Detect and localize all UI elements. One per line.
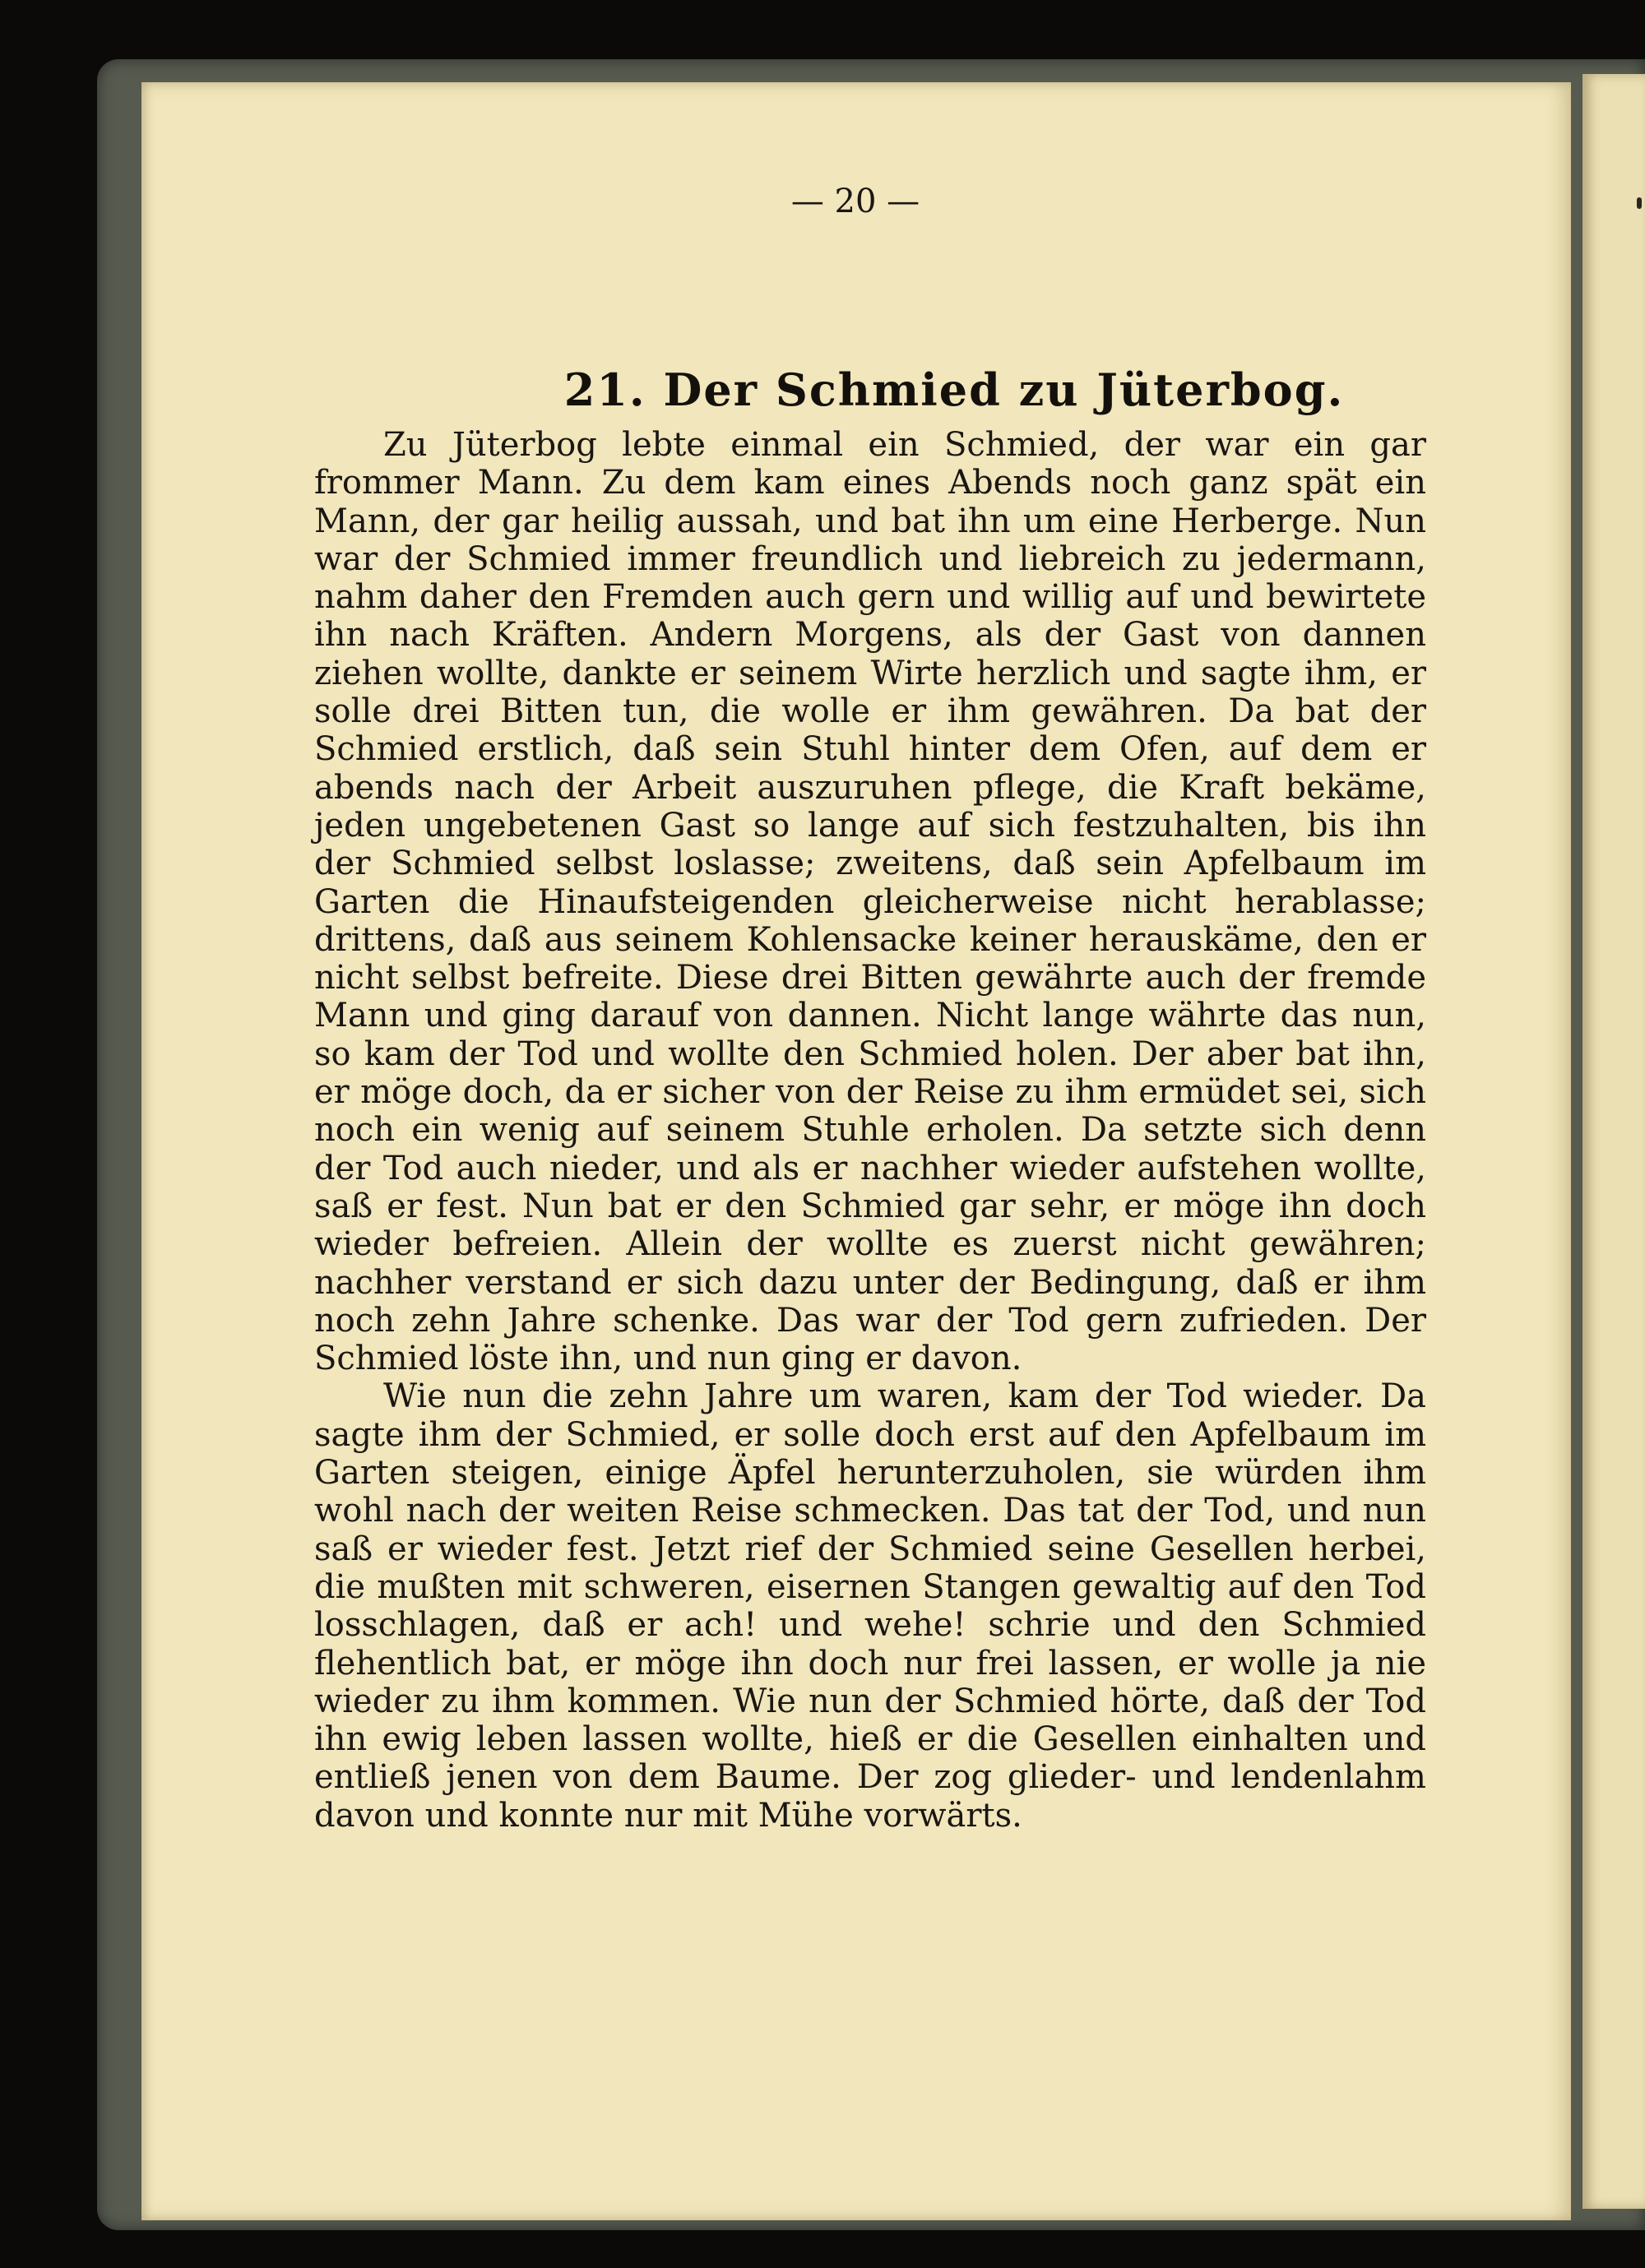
ink-speck [1637,197,1642,209]
story-title: 21. Der Schmied zu Jüterbog. [563,363,1345,416]
paragraph-1: Zu Jüterbog lebte einmal ein Schmied, der war ein gar frommer Mann. Zu dem kam eines Abends noch ganz spät ein Mann, der gar heilig aussah, und bat ihn um eine Herberge. Nun war der Schmied immer freundlich und liebreich zu jedermann, nahm daher den Fremden auch gern und willig auf und bewirtete ihn nach Kräften. Andern Morgens, als der Gast von dannen ziehen wollte, dankte er seinem Wirte herzlich und sagte ihm, er solle drei Bitten tun, die wolle er ihm gewähren. Da bat der Schmied erstlich, daß sein Stuhl hinter dem Ofen, auf dem er abends nach der Arbeit auszuruhen pflege, die Kraft bekäme, jeden ungebetenen Gast so lange auf sich festzuhalten, bis ihn der Schmied selbst loslasse; zweitens, daß sein Apfelbaum im Garten die Hinaufsteigenden gleicherweise nicht herablasse; drittens, daß aus seinem Kohlensacke keiner herauskäme, den er nicht selbst befreite. Diese drei Bitten gewährte auch der fremde Mann und ging darauf von dannen. Nicht lange währte das nun, so kam der Tod und wollte den Schmied holen. Der aber bat ihn, er möge doch, da er sicher von der Reise zu ihm ermüdet sei, sich noch ein wenig auf seinem Stuhle erholen. Da setzte sich denn der Tod auch nieder, und als er nachher wieder aufstehen wollte, saß er fest. Nun bat er den Schmied gar sehr, er möge ihn doch wieder befreien. Allein der wollte es zuerst nicht gewähren; nachher verstand er sich dazu unter der Bedingung, daß er ihm noch zehn Jahre schenke. Das war der Tod gern zufrieden. Der Schmied löste ihn, und nun ging er davon. [314,426,1426,1378]
paragraph-2: Wie nun die zehn Jahre um waren, kam der Tod wieder. Da sagte ihm der Schmied, er solle doch erst auf den Apfelbaum im Garten steigen, einige Äpfel herunterzuholen, sie würden ihm wohl nach der weiten Reise schmecken. Das tat der Tod, und nun saß er wieder fest. Jetzt rief der Schmied seine Gesellen herbei, die mußten mit schweren, eisernen Stangen gewaltig auf den Tod losschlagen, daß er ach! und wehe! schrie und den Schmied flehentlich bat, er möge ihn doch nur frei lassen, er wolle ja nie wieder zu ihm kommen. Wie nun der Schmied hörte, daß der Tod ihn ewig leben lassen wollte, hieß er die Gesellen einhalten und entließ jenen von dem Baume. Der zog glieder- und lendenlahm davon und konnte nur mit Mühe vorwärts. [314,1377,1426,1835]
page-number: — 20 — [790,183,920,220]
next-page-edge [1582,74,1645,2209]
story-body [314,426,1426,1835]
